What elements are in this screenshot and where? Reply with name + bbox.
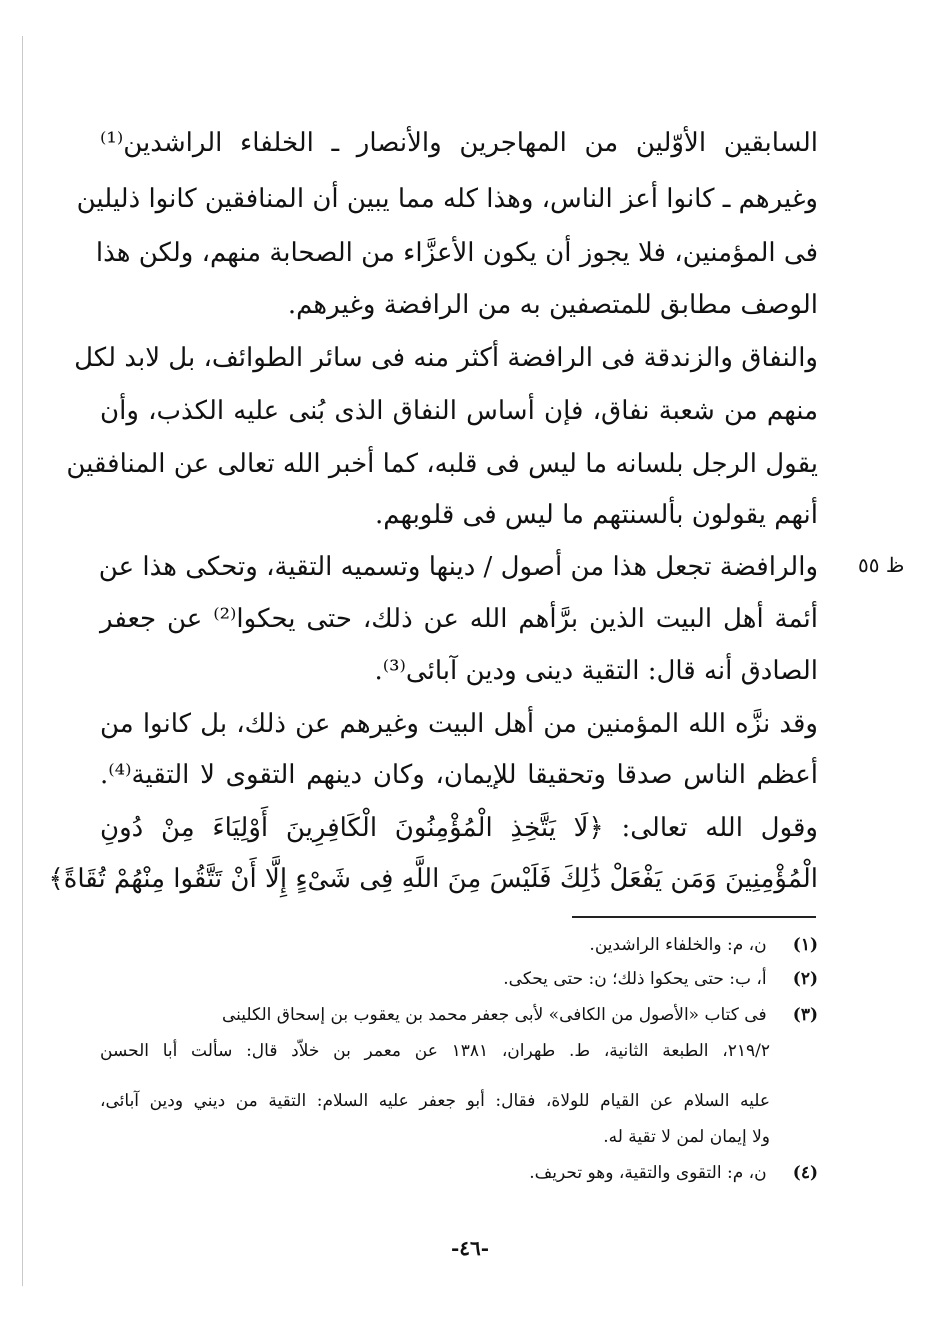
- text-line: السابقين الأوّلين من المهاجرين والأنصار ـ الخلفاء الراشدين⁽¹⁾: [100, 128, 818, 158]
- footnote-4: [100, 1162, 818, 1184]
- page-number: -٤٦-: [450, 1236, 490, 1260]
- quran-verse-line: الْمُؤْمِنِينَ وَمَن يَفْعَلْ ذَٰلِكَ فَلَيْسَ مِنَ اللَّهِ فِى شَىْءٍ إِلَّا أَنْ تَتَّقُوا مِنْهُمْ تُقَاةً﴾: [48, 864, 818, 894]
- text-line: والنفاق والزندقة فى الرافضة أكثر منه فى سائر الطوائف، بل لابد لكل: [74, 343, 818, 373]
- text-line: وغيرهم ـ كانوا أعز الناس، وهذا كله مما يبين أن المنافقين كانوا ذليلين: [76, 184, 818, 214]
- text-line: منهم من شعبة نفاق، فإن أساس النفاق الذى بُنى عليه الكذب، وأن: [100, 396, 818, 426]
- footnote-text: ن، م: التقوى والتقية، وهو تحريف.: [529, 1163, 767, 1183]
- footnote-2: [100, 968, 818, 990]
- footnote-separator: [572, 916, 816, 918]
- footnote-3-continuation: عليه السلام عن القيام للولاة، فقال: أبو جعفر عليه السلام: التقية من ديني ودين آبائى،: [100, 1091, 770, 1111]
- text-line: أعظم الناس صدقا وتحقيقا للإيمان، وكان دينهم التقوى لا التقية⁽⁴⁾.: [100, 760, 818, 790]
- margin-manuscript-marker: ظ ٥٥: [858, 553, 905, 577]
- scan-edge-line: [22, 36, 23, 1286]
- text-line: وقد نزَّه الله المؤمنين من أهل البيت وغيرهم عن ذلك، بل كانوا من: [100, 709, 818, 739]
- footnote-1: [100, 934, 818, 956]
- text-line: والرافضة تجعل هذا من أصول / دينها وتسميه التقية، وتحكى هذا عن: [98, 552, 818, 582]
- footnote-3: [100, 1004, 818, 1026]
- footnote-text: أ، ب: حتى يحكوا ذلك؛ ن: حتى يحكى.: [503, 969, 767, 989]
- footnote-number: (١): [792, 935, 818, 955]
- text-line: الصادق أنه قال: التقية دينى ودين آبائى⁽³⁾.: [374, 656, 818, 686]
- quran-verse-line: وقول الله تعالى: ﴿لَا يَتَّخِذِ الْمُؤْمِنُونَ الْكَافِرِينَ أَوْلِيَاءَ مِنْ دُونِ: [100, 813, 818, 843]
- footnote-3-continuation: ٢١٩/٢، الطبعة الثانية، ط. طهران، ١٣٨١ عن معمر بن خلاّد قال: سألت أبا الحسن: [100, 1041, 770, 1061]
- text-line: يقول الرجل بلسانه ما ليس فى قلبه، كما أخبر الله تعالى عن المنافقين: [66, 449, 818, 479]
- text-line: الوصف مطابق للمتصفين به من الرافضة وغيرهم.: [287, 290, 818, 320]
- footnote-3-continuation: ولا إيمان لمن لا تقية له.: [603, 1127, 770, 1147]
- footnote-number: (٤): [792, 1163, 818, 1183]
- text-line: أئمة أهل البيت الذين برَّأهم الله عن ذلك، حتى يحكوا⁽²⁾ عن جعفر: [100, 604, 818, 634]
- footnote-number: (٢): [792, 969, 818, 989]
- footnote-text: فى كتاب «الأصول من الكافى» لأبى جعفر محمد بن يعقوب بن إسحاق الكلينى: [222, 1005, 767, 1025]
- footnote-text: ن، م: والخلفاء الراشدين.: [589, 935, 767, 955]
- footnote-number: (٣): [792, 1005, 818, 1025]
- text-line: فى المؤمنين، فلا يجوز أن يكون الأعزَّاء من الصحابة منهم، ولكن هذا: [95, 238, 818, 268]
- text-line: أنهم يقولون بألسنتهم ما ليس فى قلوبهم.: [375, 500, 818, 530]
